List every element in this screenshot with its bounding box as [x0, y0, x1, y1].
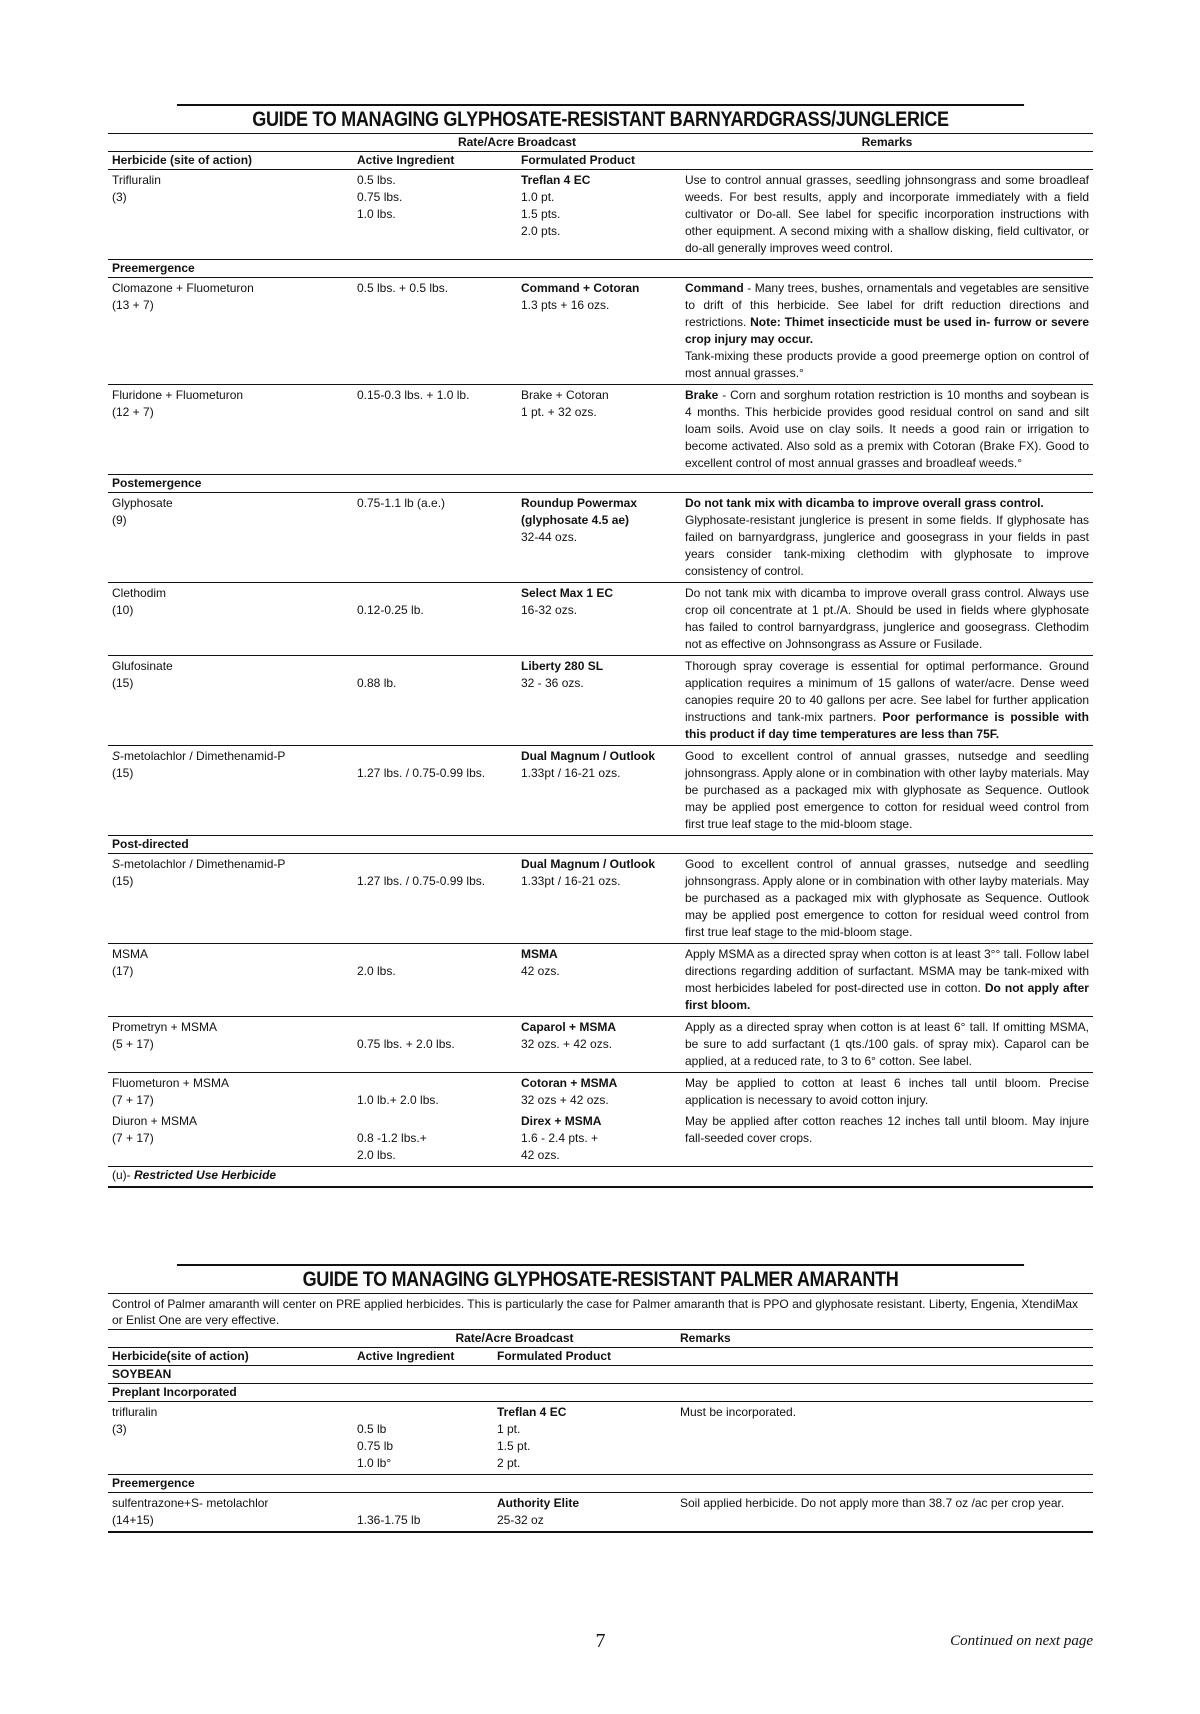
product-cell — [517, 493, 681, 583]
product-name: Liberty 280 SL — [521, 659, 604, 673]
rate-header: Rate/Acre Broadcast — [353, 1330, 676, 1348]
category-label: Postemergence — [108, 475, 1093, 493]
remarks-emphasis: Poor performance is possible with this product if day time temperatures are less than 75F. — [685, 710, 1090, 741]
remarks-cell — [681, 278, 1093, 385]
remarks-emphasis: Brake — [685, 388, 719, 402]
remarks-text: - Corn and sorghum rotation restriction is 10 months and soybean is 4 months. This herbicide provides good residual control on sand and silt loam soils. Avoid use on clay soils. It needs a good rain or irrigation to become activated. Also sold as a premix with Cotoran (Brake FX). Good to excellent control of most annual grasses and broadleaf weeds.° — [685, 388, 1089, 470]
palmer-intro: Control of Palmer amaranth will center on PRE applied herbicides. This is particularly the case for Palmer amaranth that is PPO and glyphosate resistant. Liberty, Engenia, XtendiMax or Enlist One are very effective. — [108, 1293, 1093, 1329]
herbicide-prefix: S — [112, 749, 121, 763]
remarks-cell — [681, 746, 1093, 836]
herbicide-name: Diuron + MSMA (7 + 17) — [112, 1114, 198, 1145]
herbicide-cell — [108, 170, 353, 260]
herbicide-cell — [108, 1073, 353, 1112]
remarks-text: Thorough spray coverage is essential for optimal performance. Ground application requires a minimum of 15 gallons of water/acre. Dense weed canopies require 20 to 40 gallons per acre. See label for further application instructions and tank-mix partners. — [685, 659, 1089, 724]
table-row — [108, 656, 1093, 746]
page-footer — [108, 1630, 1093, 1660]
herbicide-name: Clomazone + Fluometuron (13 + 7) — [112, 281, 254, 312]
table-row — [108, 278, 1093, 385]
footnote — [108, 1166, 1093, 1188]
remarks-cell — [681, 385, 1093, 475]
rate-header: Rate/Acre Broadcast — [353, 134, 681, 152]
active-cell: 0.5 lb 0.75 lb 1.0 lb° — [353, 1402, 493, 1475]
remarks-emphasis: Note: Thimet insecticide must be used in- furrow or severe crop injury may occur. — [685, 315, 1089, 346]
product-cell — [517, 656, 681, 746]
remarks-emphasis: Command — [685, 281, 744, 295]
table-row — [108, 1493, 1093, 1533]
active-cell: 0.88 lb. — [353, 656, 517, 746]
active-cell: 0.75 lbs. + 2.0 lbs. — [353, 1017, 517, 1073]
product-rate: 1.33pt / 16-21 ozs. — [521, 766, 621, 780]
remarks-cell — [681, 170, 1093, 260]
herbicide-name: Trifluralin (3) — [112, 173, 161, 204]
remarks-text: Glyphosate-resistant junglerice is present in some fields. If glyphosate has failed on barnyardgrass, junglerice and goosegrass in your fields in past years consider tank-mixing clethodim with glyphosate to improve consistency of control. — [685, 513, 1089, 578]
product-rate: 1.6 - 2.4 pts. + 42 ozs. — [521, 1131, 599, 1162]
product-name: Command + Cotoran — [521, 281, 640, 295]
page-number: 7 — [595, 1630, 606, 1652]
herbicide-name: -metolachlor / Dimethenamid-P (15) — [112, 857, 286, 888]
category-ppi: Preplant Incorporated — [108, 1384, 1093, 1402]
category-row — [108, 260, 1093, 278]
product-rate: 16-32 ozs. — [521, 603, 578, 617]
herbicide-name: Prometryn + MSMA (5 + 17) — [112, 1020, 218, 1051]
product-name: Direx + MSMA — [521, 1114, 602, 1128]
continued-note: Continued on next page — [950, 1633, 1093, 1649]
palmer-amaranth-guide — [108, 1264, 1093, 1533]
remarks-text: May be applied to cotton at least 6 inches tall until bloom. Precise application is necessary to avoid cotton injury. — [685, 1076, 1089, 1107]
active-cell: 0.8 -1.2 lbs.+ 2.0 lbs. — [357, 1131, 427, 1162]
product-cell — [517, 170, 681, 260]
active-cell: 1.0 lb.+ 2.0 lbs. — [353, 1073, 517, 1112]
herbicide-cell — [108, 1111, 353, 1166]
herbicide-cell: sulfentrazone+S- metolachlor (14+15) — [108, 1493, 353, 1533]
product-rate: 25-32 oz — [497, 1513, 544, 1527]
table-row — [108, 385, 1093, 475]
herbicide-cell — [108, 583, 353, 656]
footnote-text: Restricted Use Herbicide — [134, 1168, 277, 1182]
remarks-cell: Must be incorporated. — [676, 1402, 1093, 1475]
remarks-text: Good to excellent control of annual grasses, nutsedge and seedling johnsongrass. Apply alone or in combination with other layby materials. May be purchased as a packaged mix with glyphosate as Sequence. Outlook may be applied post emergence to cotton for residual weed control from first true leaf stage to the mid-bloom stage. — [685, 749, 1089, 831]
product-cell — [517, 944, 681, 1017]
remarks-text: Use to control annual grasses, seedling johnsongrass and some broadleaf weeds. For best results, apply and incorporate immediately with a field cultivator or Do-all. See label for specific incorporation instructions with other equipment. A second mixing with a shallow disking, field cultivator, or do-all generally improves weed control. — [685, 173, 1089, 255]
remarks-header: Remarks — [676, 1330, 1093, 1348]
product-cell: Brake + Cotoran 1 pt. + 32 ozs. — [517, 385, 681, 475]
herbicide-cell — [108, 854, 353, 944]
product-rate: 32 ozs. + 42 ozs. — [521, 1037, 613, 1051]
remarks-emphasis: Do not apply after first bloom. — [685, 981, 1089, 1012]
product-rate: 42 ozs. — [521, 964, 560, 978]
product-cell — [517, 1111, 681, 1166]
active-cell: 0.15-0.3 lbs. + 1.0 lb. — [353, 385, 517, 475]
product-cell — [517, 854, 681, 944]
product-name: Select Max 1 EC — [521, 586, 614, 600]
product-name: MSMA — [521, 947, 558, 961]
herbicide-cell — [108, 746, 353, 836]
remarks-text: - Many trees, bushes, ornamentals and vegetables are sensitive to drift of this herbicide. See label for drift reduction directions and restrictions. — [685, 281, 1089, 329]
palmer-table — [108, 1329, 1093, 1533]
product-name: Caparol + MSMA — [521, 1020, 617, 1034]
remarks-text: Apply as a directed spray when cotton is at least 6° tall. If omitting MSMA, be sure to add surfactant (1 qts./100 gals. of spray mix). Caparol can be applied, at a reduced rate, to 3 to 6° cotton. See label. — [685, 1020, 1089, 1068]
herbicide-cell — [108, 1017, 353, 1073]
herbicide-name: Clethodim (10) — [112, 586, 167, 617]
table-row — [108, 583, 1093, 656]
table-row — [108, 944, 1093, 1017]
product-cell — [517, 278, 681, 385]
product-cell — [493, 1493, 676, 1533]
table-row — [108, 746, 1093, 836]
table-row — [108, 854, 1093, 944]
product-cell — [517, 746, 681, 836]
product-rate: 32-44 ozs. — [521, 530, 578, 544]
product-cell — [517, 583, 681, 656]
page — [108, 104, 1093, 1533]
remarks-cell — [681, 1017, 1093, 1073]
remarks-text: Good to excellent control of annual grasses, nutsedge and seedling johnsongrass. Apply alone or in combination with other layby materials. May be purchased as a packaged mix with glyphosate as Sequence. Outlook may be applied post emergence to cotton for residual weed control from first true leaf stage to the mid-bloom stage. — [685, 857, 1089, 939]
product-name: Treflan 4 EC — [521, 173, 591, 187]
table-row — [108, 1073, 1093, 1112]
remarks-emphasis: Do not tank mix with dicamba to improve overall grass control. — [685, 496, 1044, 510]
remarks-header: Remarks — [681, 134, 1093, 152]
herbicide-prefix: S — [112, 857, 121, 871]
table-row — [108, 170, 1093, 260]
active-cell: 0.5 lbs. + 0.5 lbs. — [353, 278, 517, 385]
remarks-cell — [681, 1111, 1093, 1166]
guide-title-barnyardgrass: GUIDE TO MANAGING GLYPHOSATE-RESISTANT BARNYARDGRASS/JUNGLERICE — [177, 104, 1024, 133]
product-cell — [517, 1017, 681, 1073]
remarks-cell — [681, 854, 1093, 944]
product-name: Cotoran + MSMA — [521, 1076, 618, 1090]
product-rate: 1 pt. 1.5 pt. 2 pt. — [497, 1422, 531, 1470]
herbicide-cell: trifluralin (3) — [108, 1402, 353, 1475]
product-name: Dual Magnum / Outlook — [521, 749, 655, 763]
remarks-text: May be applied after cotton reaches 12 inches tall until bloom. May injure fall-seeded cover crops. — [685, 1114, 1089, 1145]
product-name: Authority Elite — [497, 1496, 580, 1510]
col-active-header: Active Ingredient — [353, 1348, 493, 1366]
crop-label: SOYBEAN — [108, 1366, 1093, 1384]
active-cell: 0.75-1.1 lb (a.e.) — [353, 493, 517, 583]
herbicide-cell — [108, 493, 353, 583]
herbicide-name: MSMA (17) — [112, 947, 148, 978]
herbicide-name: Glufosinate (15) — [112, 659, 173, 690]
herbicide-cell — [108, 278, 353, 385]
col-active-header: Active Ingredient — [353, 152, 517, 170]
remarks-cell — [681, 656, 1093, 746]
active-cell: 2.0 lbs. — [353, 944, 517, 1017]
product-rate: 32 ozs + 42 ozs. — [521, 1093, 609, 1107]
barnyardgrass-table — [108, 133, 1093, 1166]
herbicide-name: -metolachlor / Dimethenamid-P (15) — [112, 749, 286, 780]
herbicide-cell — [108, 385, 353, 475]
product-rate: 1.0 pt. 1.5 pts. 2.0 pts. — [521, 190, 561, 238]
category-pre: Preemergence — [108, 1475, 1093, 1493]
remarks-cell — [681, 1073, 1093, 1112]
col-product-header: Formulated Product — [517, 152, 681, 170]
product-cell — [517, 1073, 681, 1112]
product-name: Roundup Powermax (glyphosate 4.5 ae) — [521, 496, 638, 527]
active-cell: 1.36-1.75 lb — [353, 1493, 493, 1533]
col-product-header: Formulated Product — [493, 1348, 676, 1366]
category-label: Preemergence — [108, 260, 1093, 278]
remarks-cell: Soil applied herbicide. Do not apply more than 38.7 oz /ac per crop year. — [676, 1493, 1093, 1533]
footnote-prefix: (u)- — [112, 1168, 131, 1182]
active-cell: 1.27 lbs. / 0.75-0.99 lbs. — [353, 854, 517, 944]
product-rate: 1.33pt / 16-21 ozs. — [521, 874, 621, 888]
barnyardgrass-guide — [108, 104, 1093, 1188]
col-herbicide-header: Herbicide (site of action) — [108, 152, 353, 170]
remarks-cell — [681, 583, 1093, 656]
herbicide-name: Fluometuron + MSMA (7 + 17) — [112, 1076, 230, 1107]
product-name: Treflan 4 EC — [497, 1405, 567, 1419]
remarks-text: Apply MSMA as a directed spray when cotton is at least 3°° tall. Follow label directions regarding addition of surfactant. MSMA may be tank-mixed with most herbicides labeled for post-directed use in cotton. — [685, 947, 1089, 995]
col-herbicide-header: Herbicide(site of action) — [108, 1348, 353, 1366]
product-name: Dual Magnum / Outlook — [521, 857, 655, 871]
product-rate: 1.3 pts + 16 ozs. — [521, 298, 610, 312]
active-cell: 0.5 lbs. 0.75 lbs. 1.0 lbs. — [353, 170, 517, 260]
remarks-cell — [681, 944, 1093, 1017]
category-label: Post-directed — [108, 836, 1093, 854]
table-row — [108, 1402, 1093, 1475]
herbicide-name: Fluridone + Fluometuron (12 + 7) — [112, 388, 244, 419]
active-cell: 1.27 lbs. / 0.75-0.99 lbs. — [353, 746, 517, 836]
herbicide-cell — [108, 656, 353, 746]
product-cell — [493, 1402, 676, 1475]
table-row — [108, 1111, 1093, 1166]
table-row — [108, 493, 1093, 583]
guide-title-palmer: GUIDE TO MANAGING GLYPHOSATE-RESISTANT PALMER AMARANTH — [177, 1264, 1024, 1293]
remarks-text: Do not tank mix with dicamba to improve overall grass control. Always use crop oil concentrate at 1 pt./A. Should be used in fields where glyphosate has failed to control barnyardgrass, junglerice and goosegrass. Clethodim not as effective on Johnsongrass as Assure or Fusilade. — [685, 586, 1089, 651]
category-row — [108, 836, 1093, 854]
remarks-cell — [681, 493, 1093, 583]
table-row — [108, 1017, 1093, 1073]
herbicide-name: Glyphosate (9) — [112, 496, 173, 527]
active-cell: 0.12-0.25 lb. — [353, 583, 517, 656]
remarks-text: Tank-mixing these products provide a good preemerge option on control of most annual grasses.° — [685, 349, 1089, 380]
category-row — [108, 475, 1093, 493]
product-rate: 32 - 36 ozs. — [521, 676, 584, 690]
herbicide-cell — [108, 944, 353, 1017]
